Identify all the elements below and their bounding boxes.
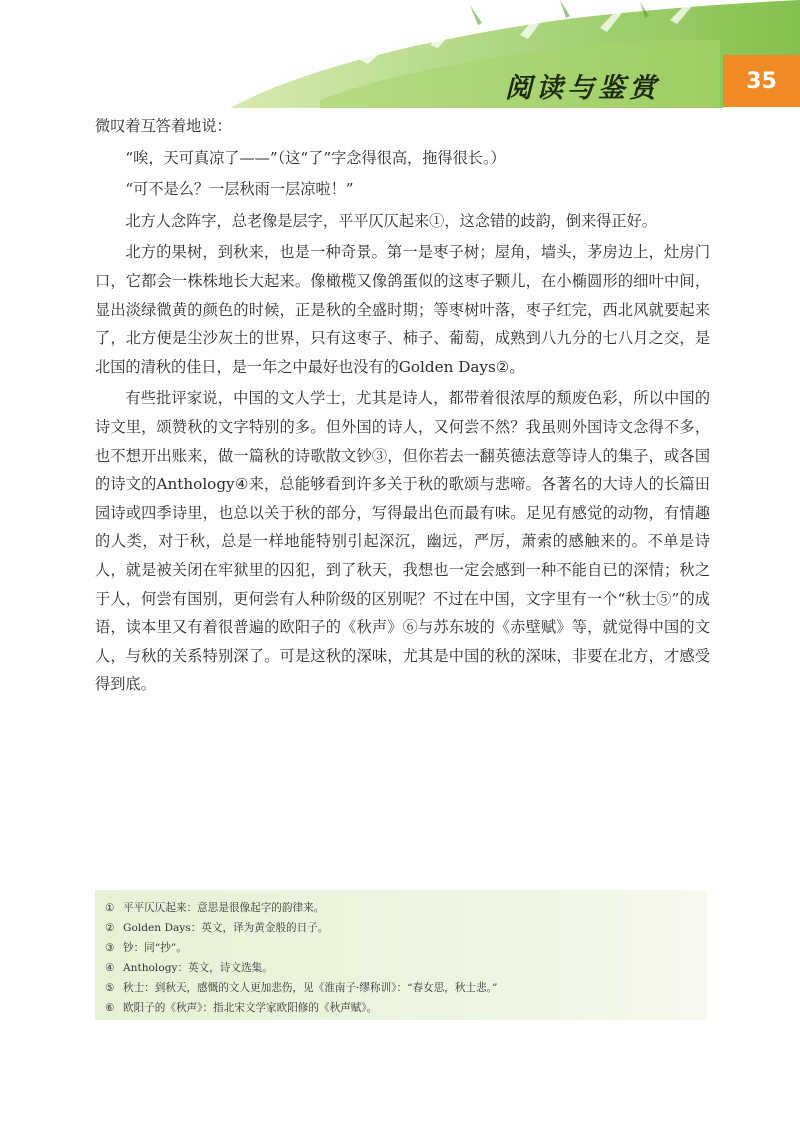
page-header [0,0,800,110]
footnote-marker: ① [105,902,115,914]
paragraph: 北方的果树，到秋来，也是一种奇景。第一是枣子树；屋角，墙头，茅房边上，灶房门口，它都会一株株地长大起来。像橄榄又像鸽蛋似的这枣子颗儿，在小椭圆形的细叶中间，显出淡绿微黄的颜色的时候，正是秋的全盛时期；等枣树叶落，枣子红完，西北风就要起来了，北方便是尘沙灰土的世界，只有这枣子、柿子、葡萄，成熟到八九分的七八月之交，是北国的清秋的佳日，是一年之中最好也没有的Golden Days②。 [95,243,710,376]
footnote-marker: ③ [105,942,115,954]
footnote-marker: ④ [105,962,115,974]
page-number: 35 [723,55,800,107]
footnote-marker: ⑤ [105,982,115,994]
footnote [105,978,697,998]
footnotes-box [95,890,707,1020]
paragraph: 北方人念阵字，总老像是层字，平平仄仄起来①，这念错的歧韵，倒来得正好。 [125,211,657,230]
paragraph: “唉，天可真凉了——”（这“了”字念得很高，拖得很长。） [125,148,506,167]
footnote [105,998,697,1018]
footnote-text: Anthology：英文，诗文选集。 [123,962,273,974]
section-title: 阅读与鉴赏 [505,73,660,104]
footnote-text: 秋士：到秋天，感慨的文人更加悲伤，见《淮南子·缪称训》：“春女思，秋士悲。” [123,982,498,994]
footnote [105,938,697,958]
footnote [105,898,697,918]
paragraph: 微叹着互答着地说： [95,117,232,135]
footnote-text: 平平仄仄起来：意思是很像起字的韵律来。 [123,902,325,914]
paragraph: “可不是么？一层秋雨一层凉啦！” [125,180,354,199]
footnote-text: Golden Days：英文，译为黄金般的日子。 [123,922,329,934]
footnote-text: 钞：同“抄”。 [123,942,187,954]
footnote [105,918,697,938]
footnote-marker: ② [105,922,115,934]
footnote [105,958,697,978]
footnote-text: 欧阳子的《秋声》：指北宋文学家欧阳修的《秋声赋》。 [123,1002,378,1014]
footnote-marker: ⑥ [105,1002,115,1014]
grass-banner-graphic [0,0,800,110]
article-body [95,112,710,702]
paragraph: 有些批评家说，中国的文人学士，尤其是诗人，都带着很浓厚的颓废色彩，所以中国的诗文里，颂赞秋的文字特别的多。但外国的诗人，又何尝不然？我虽则外国诗文念得不多，也不想开出账来，做一篇秋的诗歌散文钞③，但你若去一翻英德法意等诗人的集子，或各国的诗文的Anthology④来，总能够看到许多关于秋的歌颂与悲啼。各著名的大诗人的长篇田园诗或四季诗里，也总以关于秋的部分，写得最出色而最有味。足见有感觉的动物，有情趣的人类，对于秋，总是一样地能特别引起深沉，幽远，严厉，萧索的感触来的。不单是诗人，就是被关闭在牢狱里的囚犯，到了秋天，我想也一定会感到一种不能自已的深情；秋之于人，何尝有国别，更何尝有人种阶级的区别呢？不过在中国，文字里有一个“秋士⑤”的成语，读本里又有着很普遍的欧阳子的《秋声》⑥与苏东坡的《赤壁赋》等，就觉得中国的文人，与秋的关系特别深了。可是这秋的深味，尤其是中国的秋的深味，非要在北方，才感受得到底。 [95,389,710,694]
